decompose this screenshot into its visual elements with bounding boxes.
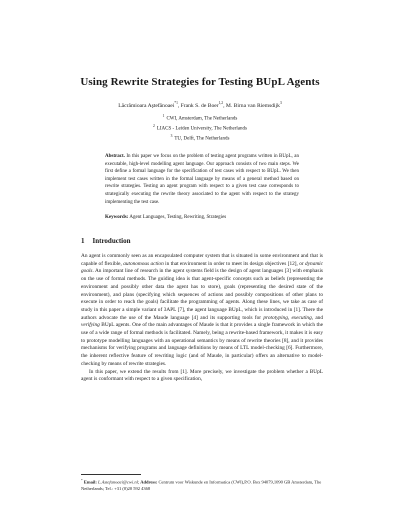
affiliation-line: $^1$CWI, Amsterdam, The Netherlands — [162, 114, 238, 122]
affiliation-line: $^2$LIACS - Leiden University, The Netherlands — [153, 124, 247, 132]
abstract-text: In this paper we focus on the problem of testing agent programs written in BUpL, an executable, high-level modelling agent language. Our approach consists of two main steps. We first define a formal language for the specification of test cases with respect to BUpL. We then implement test cases written in the formal language by means of a general method based on rewrite strategies. Testing an agent program with respect to a given test case corresponds to strategically executing the rewrite theory associated to the agent with respect to the strategy implementing the test case. — [105, 154, 299, 205]
author-name: M. Birna van Riemsdijk — [225, 102, 280, 109]
body-text — [81, 253, 323, 384]
footnote: * Email: L.Astefanoaei@cwi.nl; Address: Centrum voor Wiskunde en Informatica (CWI),P.O. Box 94079,1090 GB Amsterdam, The Netherlands; Tel.: +31 (0)20 592 4368 — [81, 478, 322, 492]
paragraph: An agent is commonly seen as an encapsulated computer system that is situated in some environment and that is capable of flexible, autonomous action in that environment in order to meet its design objectives [12], or dynamic goals. An important line of research in the agent systems field is the design of agent languages [3] with emphasis on the use of formal methods. The guiding idea is that agent-specific concepts such as beliefs (representing the environment and possibly other data the agent has to store), goals (representing the desired state of the environment), and plans (specifying which sequences of actions and possibly compositions of other plans to execute in order to reach the goals) facilitate the programming of agents. Along these lines, we take as case of study in this paper a simple variant of 3APL [7], the agent language BUpL, which is introduced in [1]. There the authors advocate the use of the Maude language [4] and its supporting tools for prototyping, executing, and verifying BUpL agents. One of the main advantages of Maude is that it provides a single framework in which the use of a wide range of formal methods is facilitated. Namely, being a rewrite-based framework, it makes it is easy to prototype modelling languages with an operational semantics by means of rewrite theories [8], and it provides mechanisms for verifying programs and language definitions by means of LTL model-checking [6]. Furthermore, the inherent reflective feature of rewriting logic (and of Maude, in particular) offers an alternative to model-checking by means of rewrite strategies. — [81, 253, 323, 367]
footnote-address: Centrum voor Wiskunde en Informatica (CWI),P.O. Box 94079,1090 GB Amsterdam, The Netherlands; Tel.: +31 (0)20 592 4368 — [81, 479, 322, 492]
affiliations — [0, 113, 400, 143]
section-title: Introduction — [92, 237, 131, 245]
author-line: Lăcrămioara Aştefănoaei$^{*1}$, Frank S. de Boer$^{1,2}$, M. Birna van Riemsdijk$^3$ — [118, 101, 282, 109]
author-affiliation-mark: 1,2 — [218, 101, 224, 105]
author-affiliation-mark: 3 — [279, 101, 282, 105]
paragraph: In this paper, we extend the results from [1]. More precisely, we investigate the problem whether a BUpL agent is conformant with respect to a given specification, — [81, 368, 323, 383]
keywords — [105, 215, 299, 220]
abstract — [105, 153, 299, 206]
section-number: 1 — [81, 237, 85, 245]
author-affiliation-mark: *1 — [174, 101, 178, 105]
footnote-mark: * — [81, 478, 83, 482]
author-name: Lăcrămioara Aştefănoaei — [118, 102, 175, 109]
affiliation-line: $^3$TU, Delft, The Netherlands — [170, 134, 230, 142]
paper-title: Using Rewrite Strategies for Testing BUpL Agents — [80, 76, 320, 88]
author-name: Frank S. de Boer — [180, 102, 219, 109]
keywords-text: Agent Languages, Testing, Rewriting, Strategies — [129, 215, 227, 220]
section-heading — [81, 237, 131, 245]
keywords-label: Keywords: — [105, 215, 129, 220]
footnote-email: L.Astefanoaei@cwi.nl — [97, 479, 138, 485]
footnote-divider — [81, 474, 141, 475]
abstract-label: Abstract. — [105, 154, 125, 159]
